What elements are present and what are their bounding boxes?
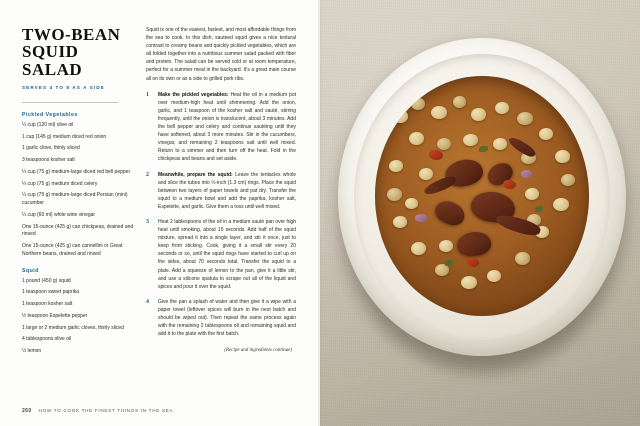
step-body-text: Heat the oil in a medium pot over medium-high heat until shimmering. Add the onion, garlic, and 1 teaspoon of the kosher salt and sauté, stirring frequently, until the onion is translucent, about 3 minutes. Add the bell pepper and celery and continue sautéing until they have softened, about 3 more minutes. Stir in the cucumbers, vinegar, and remaining 2 teaspoons salt until well mixed. Return to a simmer and then turn off the heat. Fold in the chickpeas and beans and set aside. xyxy=(158,91,296,163)
ingredient-item: 1 cup (145 g) medium diced red onion xyxy=(22,133,107,140)
ingredient-item: ¼ cup (75 g) medium-large diced Persian (mini) cucumber xyxy=(22,192,128,207)
step-body-text: Leave the tentacles whole and slice the tubes into ½-inch (1.3 cm) rings. Place the squid between two layers of paper towels and pat dry. Transfer the squid to a medium bowl and add the paprika, kosher salt, Espelette, and garlic. Give them a toss until well mixed. xyxy=(158,171,296,210)
food-photograph xyxy=(320,0,640,426)
ingredient-item: ¼ cup (120 ml) olive oil xyxy=(22,121,74,128)
ingredient-group-heading: Pickled Vegetables xyxy=(22,111,78,118)
step-number: 3 xyxy=(146,218,149,225)
step-lead: Meanwhile, prepare the squid: xyxy=(158,171,233,178)
page-footer xyxy=(22,408,173,414)
ingredient-item: 3 teaspoons kosher salt xyxy=(22,157,75,164)
ingredient-item: ¼ cup (60 ml) white wine vinegar xyxy=(22,211,96,218)
recipe-step xyxy=(146,91,296,164)
step-text xyxy=(158,91,296,164)
step-number: 2 xyxy=(146,171,149,178)
step-body-text: Give the pan a splash of water and then give it a wipe with a paper towel (leftover spices will burn in the next batch and should be wiped out). Then repeat the same process again with the remaining 2 tablespoons oil and remaining squid and add it to the plate with the first batch. xyxy=(158,298,296,338)
ingredient-item: ½ teaspoon Espelette pepper xyxy=(22,312,88,319)
ingredient-item: ½ lemon xyxy=(22,348,42,355)
ingredient-item: 1 teaspoon sweet paprika xyxy=(22,289,79,296)
ingredient-item: 1 teaspoon kosher salt xyxy=(22,301,73,308)
recipe-photo-page xyxy=(320,0,640,426)
salad-contents xyxy=(375,76,589,316)
ingredient-item: 1 pound (450 g) squid xyxy=(22,277,71,284)
recipe-step xyxy=(146,218,296,291)
running-head: HOW TO COOK THE FINEST THINGS IN THE SEA xyxy=(38,408,174,413)
ingredient-item: ¼ cup (75 g) medium-large diced red bell pepper xyxy=(22,168,131,175)
step-number: 1 xyxy=(146,91,149,98)
page-title: TWO-BEAN SQUID SALAD xyxy=(22,25,121,79)
recipe-intro: Squid is one of the easiest, fastest, and most affordable things from the sea to cook. In this dish, sauteed squid gives a nice textural contrast to creamy beans and quickly pickled vegetables, which are all folded together into a nutritious summer salad packed with fiber and protein. The salad can be served cold or at room temperature, perfect for a summer meal in the backyard. It's a great main course all on its own or as a side to grilled pork ribs. xyxy=(146,27,296,82)
page-number: 260 xyxy=(22,408,32,414)
serves-line: SERVES 4 TO 8 AS A SIDE xyxy=(22,84,105,90)
recipe-step xyxy=(146,298,296,338)
ingredients-column xyxy=(22,26,134,360)
recipe-step xyxy=(146,171,296,211)
ingredient-group-heading: Squid xyxy=(22,267,39,274)
method-column xyxy=(146,26,296,360)
ingredient-item: 1 garlic clove, thinly sliced xyxy=(22,145,80,152)
step-body-text: Heat 2 tablespoons of the oil in a medium sauté pan over high heat until smoking, about 15 seconds. Add half of the squid mixture, spread it into a single layer, and stir it once, just to keep from sticking. Cook, giving it a small stir every 20 seconds or so, until the squid rings have started to curl up on the sides, about 70 seconds total. Transfer the squid to a plate. Add a squeeze of lemon to the pan, give it a little stir, and use a silicone spatula to scrape out all of the liquid and spices and pour it over the squid. xyxy=(158,218,296,290)
ingredient-item: ¼ cup (75 g) medium diced celery xyxy=(22,180,98,187)
step-text xyxy=(158,218,296,291)
two-column-layout xyxy=(22,26,306,360)
step-text xyxy=(158,298,296,338)
step-text xyxy=(158,171,296,211)
step-lead: Make the pickled vegetables: xyxy=(158,91,229,98)
ingredient-item: One 15-ounce (425 g) can cannellini or Great Northern beans, drained and rinsed xyxy=(22,243,123,257)
ingredient-item: 1 large or 2 medium garlic cloves, thinly sliced xyxy=(22,324,124,331)
continued-note: (Recipe and ingredients continue) xyxy=(224,348,292,354)
ingredient-item: 4 tablespoons olive oil xyxy=(22,336,72,343)
ingredient-item: One 15-ounce (425 g) can chickpeas, drained and rinsed xyxy=(22,223,134,238)
step-number: 4 xyxy=(146,298,149,305)
divider xyxy=(22,102,118,103)
